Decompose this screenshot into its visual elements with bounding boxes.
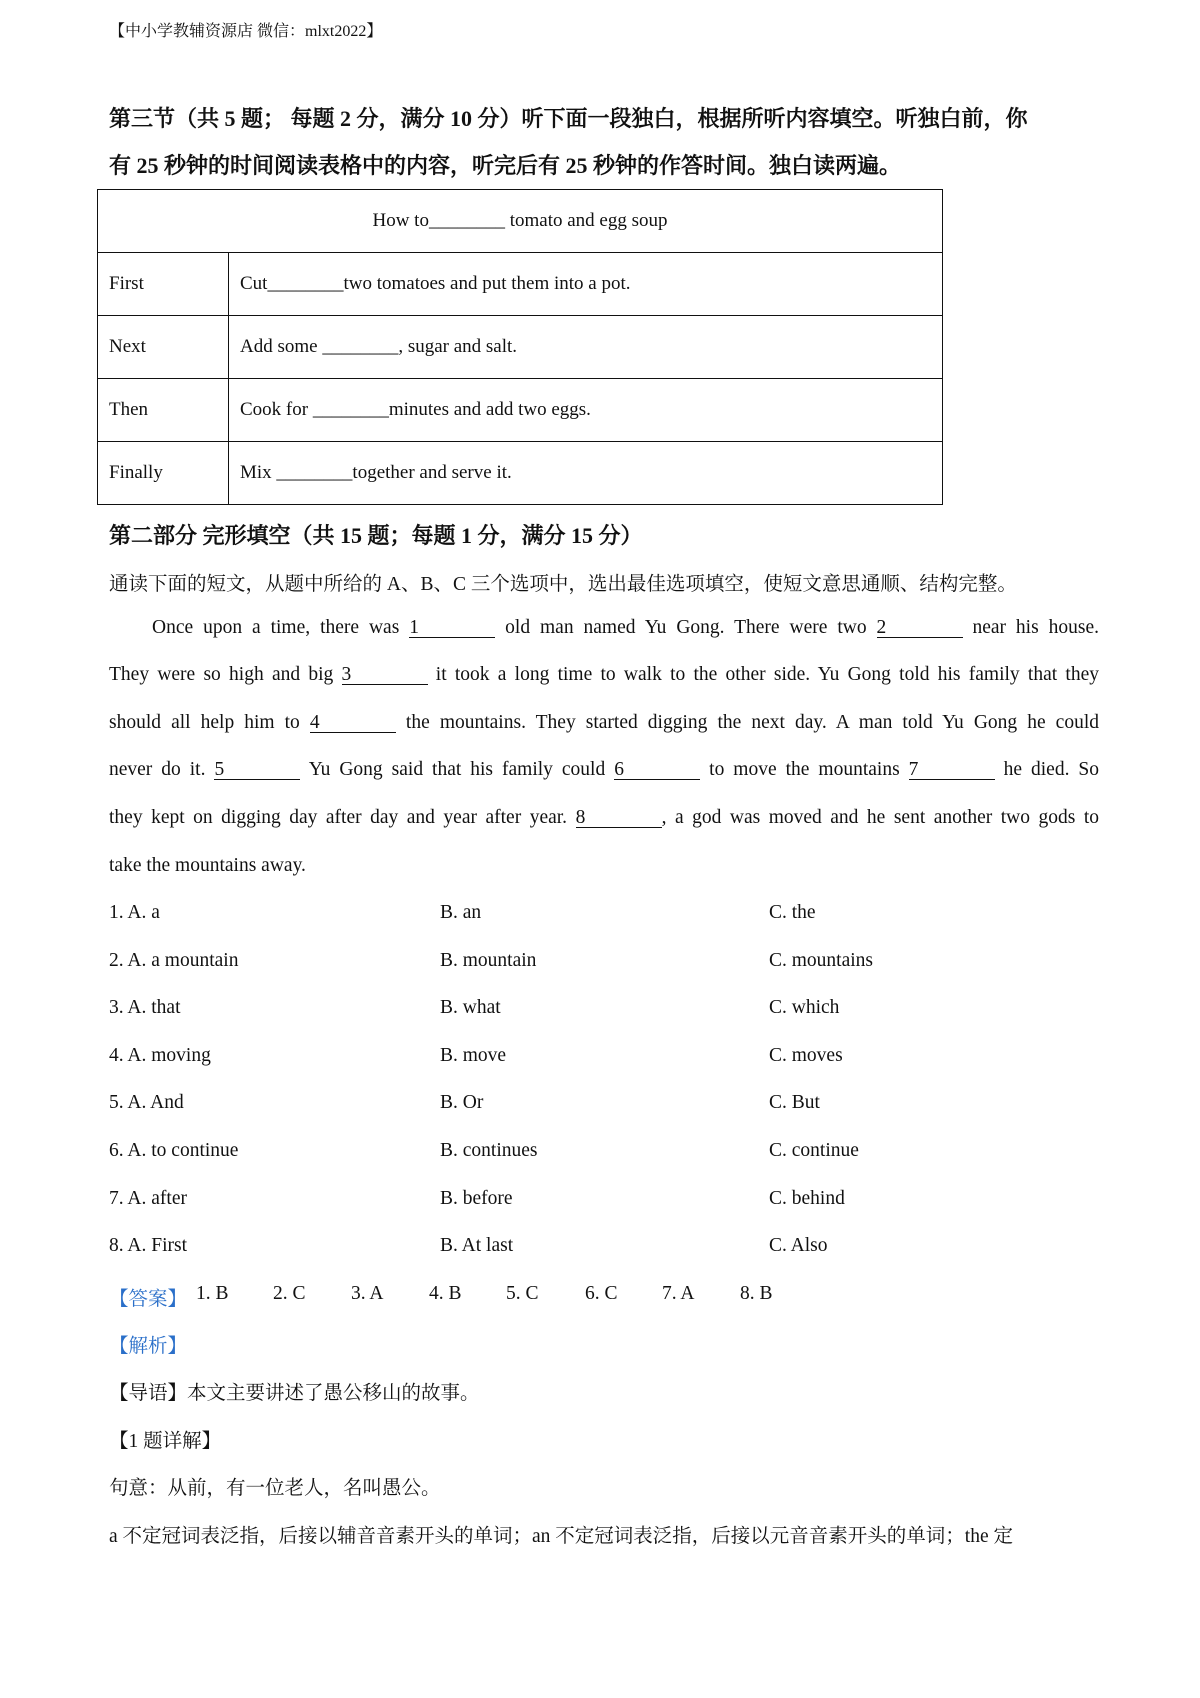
q1-explanation: a 不定冠词表泛指，后接以辅音音素开头的单词；an 不定冠词表泛指，后接以元音音素开头的单词；the 定 xyxy=(109,1526,1014,1547)
passage-line xyxy=(109,712,1099,734)
passage-line xyxy=(152,617,1099,639)
part2-instruction: 通读下面的短文，从题中所给的 A、B、C 三个选项中，选出最佳选项填空，使短文意思通顺、结构完整。 xyxy=(109,574,1017,595)
section3-heading-line1: 第三节（共 5 题； 每题 2 分，满分 10 分）听下面一段独白，根据所听内容填空。听独白前，你 xyxy=(109,106,1028,131)
option-1-b: B. an xyxy=(440,902,482,923)
option-6-a: 6. A. to continue xyxy=(109,1140,239,1161)
passage-text: never do it. xyxy=(109,759,215,780)
table-title-row xyxy=(98,190,943,253)
step-label: Finally xyxy=(98,442,229,505)
blank-6: 6 xyxy=(614,760,700,780)
passage-line xyxy=(109,855,1099,877)
passage-line xyxy=(109,807,1099,829)
step-text: Mix ________together and serve it. xyxy=(229,442,943,505)
blank-4: 4 xyxy=(310,713,396,733)
blank-3: 3 xyxy=(342,665,428,685)
watermark-header: 【中小学教辅资源店 微信：mlxt2022】 xyxy=(109,23,383,40)
option-4-c: C. moves xyxy=(769,1044,843,1066)
answer-item: 1. B xyxy=(196,1283,229,1304)
table-row xyxy=(98,442,943,505)
passage-text: he died. So xyxy=(994,759,1100,780)
passage-text: should all help him to xyxy=(109,712,310,733)
analysis-label: 【解析】 xyxy=(109,1336,188,1357)
answer-item: 3. A xyxy=(351,1283,384,1304)
passage-line xyxy=(109,759,1099,781)
option-3-c: C. which xyxy=(769,997,840,1019)
step-text: Add some ________, sugar and salt. xyxy=(229,316,943,379)
passage-text: they kept on digging day after day and year after year. xyxy=(109,807,576,828)
option-2-a: 2. A. a mountain xyxy=(109,949,239,971)
listening-table xyxy=(97,189,943,505)
table-row xyxy=(98,379,943,442)
option-3-b: B. what xyxy=(440,997,501,1019)
step-label: Then xyxy=(98,379,229,442)
option-2-b: B. mountain xyxy=(440,949,537,971)
answer-item: 8. B xyxy=(740,1283,773,1304)
option-4-a: 4. A. moving xyxy=(109,1044,211,1066)
option-8-c: C. Also xyxy=(769,1235,828,1257)
analysis-intro: 【导语】本文主要讲述了愚公移山的故事。 xyxy=(109,1383,480,1404)
q1-meaning: 句意：从前，有一位老人，名叫愚公。 xyxy=(109,1478,441,1499)
option-2-c: C. mountains xyxy=(769,949,874,971)
option-3-a: 3. A. that xyxy=(109,997,181,1019)
blank-7: 7 xyxy=(909,760,995,780)
blank-5: 5 xyxy=(214,760,300,780)
option-7-c: C. behind xyxy=(769,1187,845,1209)
passage-text: Yu Gong said that his family could xyxy=(300,759,615,780)
answer-item: 2. C xyxy=(273,1283,306,1304)
passage-text: They were so high and big xyxy=(109,664,342,685)
part2-heading: 第二部分 完形填空（共 15 题；每题 1 分，满分 15 分） xyxy=(109,523,643,548)
blank-8: 8 xyxy=(576,808,662,828)
section3-heading-line2: 有 25 秒钟的时间阅读表格中的内容，听完后有 25 秒钟的作答时间。独白读两遍。 xyxy=(109,153,902,178)
option-7-a: 7. A. after xyxy=(109,1187,187,1209)
table-row xyxy=(98,316,943,379)
passage-text: near his house. xyxy=(962,617,1099,638)
table-title: How to________ tomato and egg soup xyxy=(98,190,943,253)
passage-text: take the mountains away. xyxy=(109,855,306,876)
passage-text: Once upon a time, there was xyxy=(152,617,410,638)
step-text: Cut________two tomatoes and put them into a pot. xyxy=(229,253,943,316)
answer-item: 4. B xyxy=(429,1283,462,1304)
passage-text: old man named Yu Gong. There were two xyxy=(495,617,877,638)
answer-item: 5. C xyxy=(506,1283,539,1304)
option-4-b: B. move xyxy=(440,1044,507,1066)
option-5-c: C. But xyxy=(769,1092,820,1114)
step-label: Next xyxy=(98,316,229,379)
blank-2: 2 xyxy=(877,618,963,638)
option-6-c: C. continue xyxy=(769,1140,859,1161)
passage-text: the mountains. They started digging the next day. A man told Yu Gong he could xyxy=(395,712,1099,733)
option-7-b: B. before xyxy=(440,1187,513,1209)
answer-item: 6. C xyxy=(585,1283,618,1304)
option-8-a: 8. A. First xyxy=(109,1235,188,1257)
passage-line xyxy=(109,664,1099,686)
table-row xyxy=(98,253,943,316)
step-label: First xyxy=(98,253,229,316)
step-text: Cook for ________minutes and add two eggs. xyxy=(229,379,943,442)
passage-text: , a god was moved and he sent another two gods to xyxy=(661,807,1099,828)
option-1-c: C. the xyxy=(769,902,816,923)
q1-detail-label: 【1 题详解】 xyxy=(109,1431,222,1452)
passage-text: it took a long time to walk to the other side. Yu Gong told his family that they xyxy=(427,664,1099,685)
option-6-b: B. continues xyxy=(440,1140,538,1161)
passage-text: to move the mountains xyxy=(700,759,909,780)
answer-label: 【答案】 xyxy=(109,1289,188,1310)
blank-1: 1 xyxy=(409,618,495,638)
answer-item: 7. A xyxy=(662,1283,695,1304)
option-5-b: B. Or xyxy=(440,1092,484,1114)
option-1-a: 1. A. a xyxy=(109,902,160,923)
option-8-b: B. At last xyxy=(440,1235,514,1257)
option-5-a: 5. A. And xyxy=(109,1092,184,1114)
